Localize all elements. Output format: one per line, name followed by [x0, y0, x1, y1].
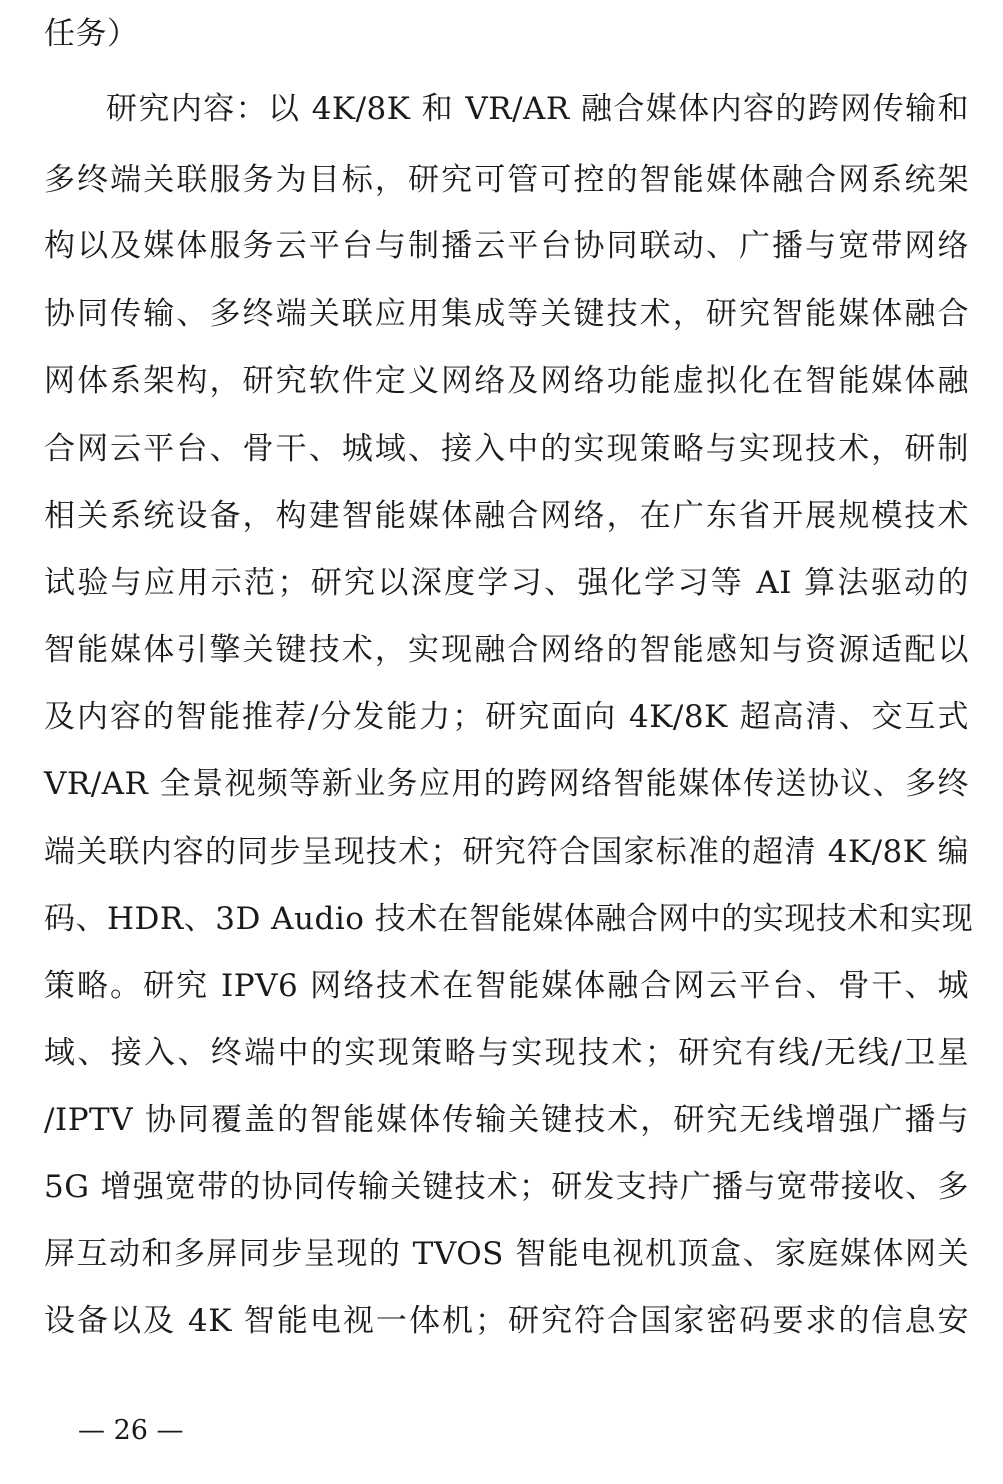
text-line: 及内容的智能推荐/分发能力；研究面向 4K/8K 超高清、交互式 [44, 699, 969, 735]
text-line: /IPTV 协同覆盖的智能媒体传输关键技术，研究无线增强广播与 [44, 1102, 969, 1138]
text-line: 屏互动和多屏同步呈现的 TVOS 智能电视机顶盒、家庭媒体网关 [44, 1236, 969, 1272]
text-line: 5G 增强宽带的协同传输关键技术；研发支持广播与宽带接收、多 [44, 1169, 969, 1205]
text-line: 构以及媒体服务云平台与制播云平台协同联动、广播与宽带网络 [44, 228, 969, 264]
text-line: 研究内容：以 4K/8K 和 VR/AR 融合媒体内容的跨网传输和 [106, 91, 969, 127]
text-line: 智能媒体引擎关键技术，实现融合网络的智能感知与资源适配以 [44, 632, 969, 668]
page-number: — 26 — [78, 1415, 184, 1446]
text-line: 协同传输、多终端关联应用集成等关键技术，研究智能媒体融合 [44, 296, 969, 332]
text-line: 相关系统设备，构建智能媒体融合网络，在广东省开展规模技术 [44, 498, 969, 534]
text-line: VR/AR 全景视频等新业务应用的跨网络智能媒体传送协议、多终 [44, 766, 969, 802]
text-line: 多终端关联服务为目标，研究可管可控的智能媒体融合网系统架 [44, 162, 969, 198]
text-line: 设备以及 4K 智能电视一体机；研究符合国家密码要求的信息安 [44, 1303, 969, 1339]
text-line: 码、HDR、3D Audio 技术在智能媒体融合网中的实现技术和实现 [44, 901, 974, 937]
text-line: 试验与应用示范；研究以深度学习、强化学习等 AI 算法驱动的 [44, 565, 969, 601]
text-line: 任务） [44, 16, 139, 52]
text-line: 域、接入、终端中的实现策略与实现技术；研究有线/无线/卫星 [44, 1035, 969, 1071]
text-line: 合网云平台、骨干、城域、接入中的实现策略与实现技术，研制 [44, 431, 969, 467]
text-line: 端关联内容的同步呈现技术；研究符合国家标准的超清 4K/8K 编 [44, 834, 969, 870]
text-line: 网体系架构，研究软件定义网络及网络功能虚拟化在智能媒体融 [44, 363, 969, 399]
text-line: 策略。研究 IPV6 网络技术在智能媒体融合网云平台、骨干、城 [44, 968, 969, 1004]
